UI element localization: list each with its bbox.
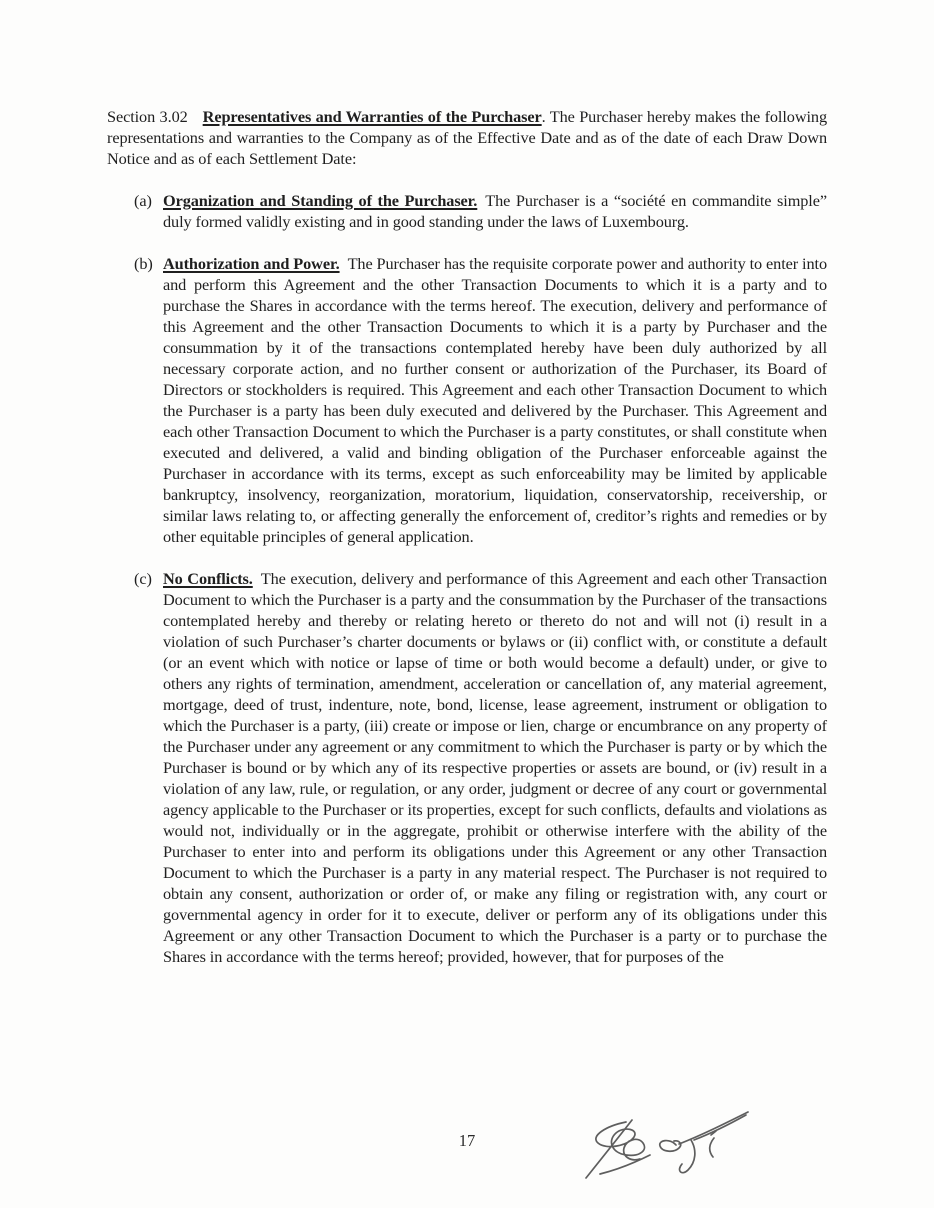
clause-a-text: [163, 190, 827, 232]
clause-c: [107, 568, 827, 967]
document-body: [107, 106, 827, 967]
clause-b-body: The Purchaser has the requisite corporate power and authority to enter into and perform this Agreement and the other Transaction Documents to which it is a party and to purchase the Shares in accordance with the terms hereof. The execution, delivery and performance of this Agreement and the other Transaction Documents to which it is a party by Purchaser and the consummation by it of the transactions contemplated hereby have been duly authorized by all necessary corporate action, and no further consent or authorization of the Purchaser, its Board of Directors or stockholders is required. This Agreement and each other Transaction Document to which the Purchaser is a party has been duly executed and delivered by the Purchaser. This Agreement and each other Transaction Document to which the Purchaser is a party constitutes, or shall constitute when executed and delivered, a valid and binding obligation of the Purchaser enforceable against the Purchaser in accordance with its terms, except as such enforceability may be limited by applicable bankruptcy, insolvency, reorganization, moratorium, liquidation, conservatorship, receivership, or similar laws relating to, or affecting generally the enforcement of, creditor’s rights and remedies or by other equitable principles of general application.: [163, 254, 827, 546]
signature-mark: [576, 1098, 752, 1190]
section-number: Section 3.02: [107, 107, 188, 126]
clause-a-marker: (a): [134, 191, 152, 210]
section-title: Representatives and Warranties of the Purchaser: [202, 107, 542, 126]
clause-a-title: Organization and Standing of the Purchaser.: [163, 191, 478, 210]
clause-a-body: The Purchaser is a “société en commandite simple” duly formed validly existing and in good standing under the laws of Luxembourg.: [163, 191, 827, 231]
clause-a: [107, 190, 827, 232]
section-paragraph: [107, 106, 827, 169]
clause-b: [107, 253, 827, 547]
clause-c-body: The execution, delivery and performance of this Agreement and each other Transaction Document to which the Purchaser is a party and the consummation by the Purchaser of the transactions contemplated hereby and thereby or relating hereto or thereto do not and will not (i) result in a violation of such Purchaser’s charter documents or bylaws or (ii) conflict with, or constitute a default (or an event which with notice or lapse of time or both would become a default) under, or give to others any rights of termination, amendment, acceleration or cancellation of, any material agreement, mortgage, deed of trust, indenture, note, bond, license, lease agreement, instrument or obligation to which the Purchaser is a party, (iii) create or impose or lien, charge or encumbrance on any property of the Purchaser under any agreement or any commitment to which the Purchaser is party or by which the Purchaser is bound or by which any of its respective properties or assets are bound, or (iv) result in a violation of any law, rule, or regulation, or any order, judgment or decree of any court or governmental agency applicable to the Purchaser or its properties, except for such conflicts, defaults and violations as would not, individually or in the aggregate, prohibit or otherwise interfere with the ability of the Purchaser to enter into and perform its obligations under this Agreement or any other Transaction Document to which the Purchaser is a party in any material respect. The Purchaser is not required to obtain any consent, authorization or order of, or make any filing or registration with, any court or governmental agency in order for it to execute, deliver or perform any of its obligations under this Agreement or any other Transaction Document to which the Purchaser is a party or to purchase the Shares in accordance with the terms hereof; provided, however, that for purposes of the: [163, 569, 827, 966]
clause-b-marker: (b): [134, 254, 153, 273]
section-intro-text: . The Purchaser hereby makes the following representations and warranties to the Company as of the Effective Date and as of the date of each Draw Down Notice and as of each Settlement Date:: [107, 107, 827, 168]
clause-c-title: No Conflicts.: [163, 569, 253, 588]
clause-b-text: [163, 253, 827, 547]
clause-c-text: [163, 568, 827, 967]
clause-b-title: Authorization and Power.: [163, 254, 340, 273]
signature-initials-icon: [576, 1098, 752, 1190]
clause-c-marker: (c): [134, 569, 152, 588]
page-number: 17: [458, 1131, 476, 1150]
